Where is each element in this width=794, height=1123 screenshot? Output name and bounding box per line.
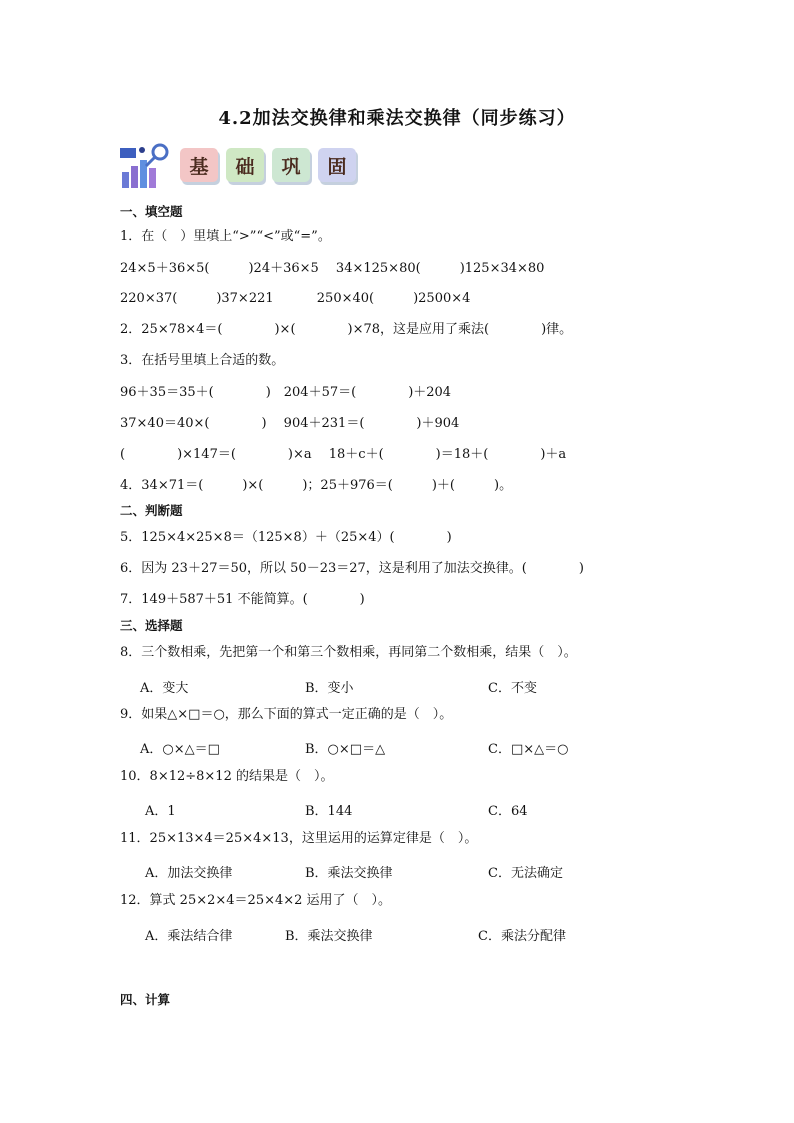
question-3-row-1: 96＋35＝35＋( ) 204＋57＝( )＋204 [120, 385, 452, 400]
option-10-b: B．144 [305, 804, 353, 819]
option-11-b: B．乘法交换律 [305, 866, 393, 881]
question-11: 11．25×13×4＝25×4×13，这里运用的运算定律是（ ）。 [120, 831, 478, 846]
question-4: 4．34×71＝( )×( )；25＋976＝( )＋( )。 [120, 478, 513, 493]
option-11-a: A．加法交换律 [145, 866, 233, 881]
option-9-b: B．○×□＝△ [305, 742, 386, 757]
banner-char-4: 固 [318, 148, 356, 182]
question-5: 5．125×4×25×8＝（125×8）＋（25×4）( ) [120, 530, 452, 545]
option-12-c: C．乘法分配律 [478, 929, 566, 944]
question-6: 6．因为 23＋27＝50，所以 50－23＝27，这是利用了加法交换律。( ) [120, 561, 584, 576]
option-12-b: B．乘法交换律 [285, 929, 373, 944]
question-10: 10．8×12÷8×12 的结果是（ ）。 [120, 769, 334, 784]
question-1-row-2: 220×37( )37×221 250×40( )2500×4 [120, 291, 471, 306]
section-heading-judge: 二、判断题 [120, 503, 183, 518]
question-9: 9．如果△×□＝○，那么下面的算式一定正确的是（ ）。 [120, 707, 453, 722]
figure-icon [118, 142, 174, 190]
banner-char-2: 础 [226, 148, 264, 182]
option-8-b: B．变小 [305, 681, 354, 696]
option-9-a: A．○×△＝□ [140, 742, 220, 757]
banner-char-1: 基 [180, 148, 218, 182]
question-8: 8．三个数相乘，先把第一个和第三个数相乘，再同第二个数相乘，结果（ ）。 [120, 645, 577, 660]
option-8-a: A．变大 [140, 681, 189, 696]
banner-char-3: 巩 [272, 148, 310, 182]
question-3-row-3: ( )×147＝( )×a 18＋c＋( )＝18＋( )＋a [120, 447, 567, 462]
section-heading-fill: 一、填空题 [120, 204, 183, 219]
question-1-row-1: 24×5＋36×5( )24＋36×5 34×125×80( )125×34×80 [120, 261, 545, 276]
option-8-c: C．不变 [488, 681, 537, 696]
option-12-a: A．乘法结合律 [145, 929, 233, 944]
section-banner [118, 142, 368, 190]
question-2: 2．25×78×4＝( )×( )×78，这是应用了乘法( )律。 [120, 322, 573, 337]
section-heading-choice: 三、选择题 [120, 618, 183, 633]
question-1: 1．在（ ）里填上“>”“<”或“=”。 [120, 229, 331, 244]
option-10-a: A．1 [145, 804, 176, 819]
question-12: 12．算式 25×2×4＝25×4×2 运用了（ ）。 [120, 893, 392, 908]
section-heading-calc: 四、计算 [120, 992, 171, 1007]
page-title: 4.2加法交换律和乘法交换律（同步练习） [218, 108, 576, 129]
question-3: 3．在括号里填上合适的数。 [120, 353, 285, 368]
option-10-c: C．64 [488, 804, 528, 819]
option-9-c: C．□×△＝○ [488, 742, 569, 757]
option-11-c: C．无法确定 [488, 866, 563, 881]
question-3-row-2: 37×40＝40×( ) 904＋231＝( )＋904 [120, 416, 460, 431]
question-7: 7．149＋587＋51 不能简算。( ) [120, 592, 365, 607]
